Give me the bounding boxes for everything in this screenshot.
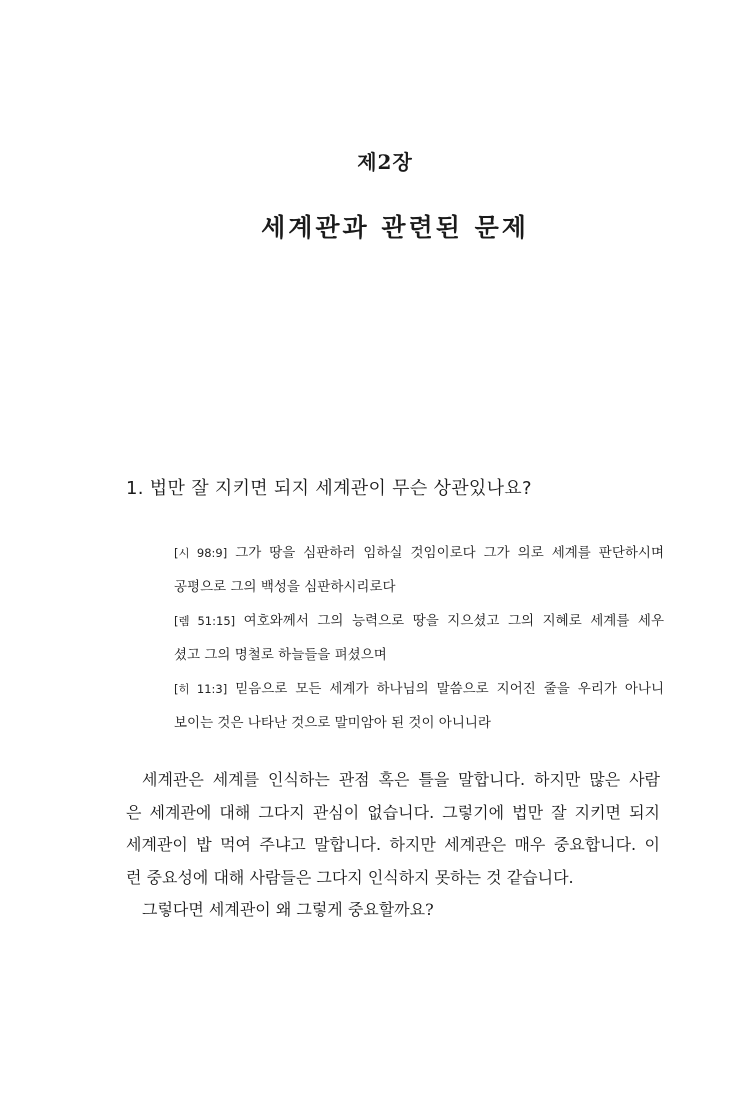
body-line: 그렇다면 세계관이 왜 그렇게 중요할까요? <box>142 900 434 919</box>
body-line: 런 중요성에 대해 사람들은 그다지 인식하지 못하는 것 같습니다. <box>126 867 574 887</box>
verse-text: 공평으로 그의 백성을 심판하시리로다 <box>174 579 396 595</box>
body-line: 세계관은 세계를 인식하는 관점 혹은 틀을 말합니다. 하지만 많은 사람 <box>142 770 660 789</box>
body-line: 은 세계관에 대해 그다지 관심이 없습니다. 그렇기에 법만 잘 지키면 되지 <box>126 802 660 822</box>
verse-text: 보이는 것은 나타난 것으로 말미암아 된 것이 아니니라 <box>174 715 491 731</box>
verse-line <box>174 604 664 638</box>
verse-line <box>174 706 664 740</box>
chapter-label: 제2장 <box>357 150 413 174</box>
verse-reference: [히 11:3] <box>174 682 228 696</box>
verse-text: 믿음으로 모든 세계가 하나님의 말씀으로 지어진 줄을 우리가 아나니 <box>235 681 665 697</box>
verse-text: 여호와께서 그의 능력으로 땅을 지으셨고 그의 지혜로 세계를 세우 <box>243 613 664 629</box>
verse-line <box>174 536 664 570</box>
verse-line <box>174 570 664 604</box>
body-line: 세계관이 밥 먹여 주냐고 말합니다. 하지만 세계관은 매우 중요합니다. 이 <box>126 835 660 854</box>
verse-text: 그가 땅을 심판하러 임하실 것임이로다 그가 의로 세계를 판단하시며 <box>235 545 665 561</box>
verse-reference: [시 98:9] <box>174 546 228 560</box>
verse-line <box>174 638 664 672</box>
section-heading: 1. 법만 잘 지키면 되지 세계관이 무슨 상관있나요? <box>126 478 532 499</box>
verse-text: 셨고 그의 명철로 하늘들을 펴셨으며 <box>174 647 387 663</box>
verse-line <box>174 672 664 706</box>
verse-block <box>174 536 664 740</box>
chapter-title: 세계관과 관련된 문제 <box>261 213 529 242</box>
body-text <box>126 764 660 927</box>
verse-reference: [렘 51:15] <box>174 614 236 628</box>
